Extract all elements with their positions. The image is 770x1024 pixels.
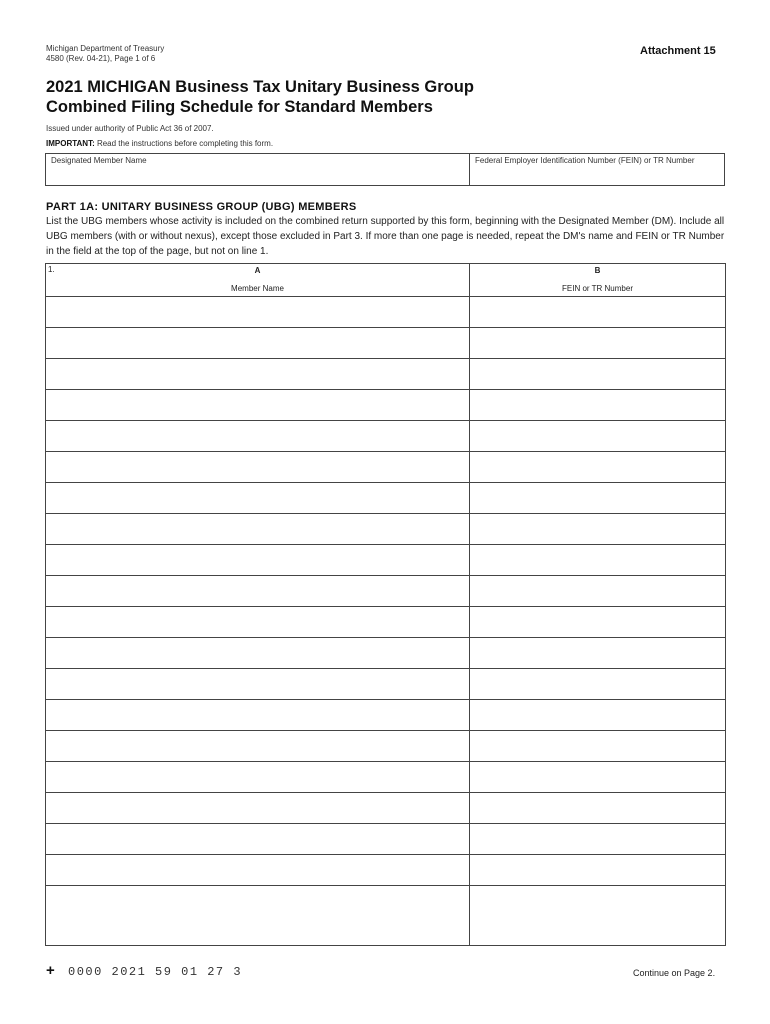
attachment-number: Attachment 15	[640, 45, 716, 57]
member-name-cell[interactable]	[46, 700, 469, 730]
fein-cell[interactable]	[470, 793, 725, 823]
form-barcode-number: 0000 2021 59 01 27 3	[68, 965, 243, 979]
designated-member-box	[45, 153, 725, 186]
member-name-cell[interactable]	[46, 576, 469, 606]
form-title-line1: 2021 MICHIGAN Business Tax Unitary Business Group	[46, 78, 474, 96]
fein-cell[interactable]	[470, 576, 725, 606]
col-a-header: Member Name	[231, 284, 284, 293]
important-label: IMPORTANT:	[46, 139, 95, 148]
continue-note: Continue on Page 2.	[633, 968, 716, 978]
fein-cell[interactable]	[470, 762, 725, 792]
issued-authority: Issued under authority of Public Act 36 of 2007.	[46, 124, 214, 133]
dm-fein-field[interactable]	[470, 154, 725, 185]
col-b-letter: B	[594, 266, 601, 275]
member-name-cell[interactable]	[46, 328, 469, 358]
form-revision: 4580 (Rev. 04-21), Page 1 of 6	[46, 54, 156, 63]
fein-cell[interactable]	[470, 452, 725, 482]
fein-cell[interactable]	[470, 855, 725, 885]
member-name-cell[interactable]	[46, 886, 469, 916]
form-title	[46, 77, 646, 117]
important-note	[46, 139, 273, 148]
fein-cell[interactable]	[470, 514, 725, 544]
dm-name-field[interactable]	[46, 154, 470, 185]
member-name-cell[interactable]	[46, 359, 469, 389]
part1a-instructions: List the UBG members whose activity is included on the combined return supported by this form, beginning with the Designated Member (DM). Include all UBG members (with or without nexus), except those excluded in Part 3. If more than one page is needed, repeat the DM's name and FEIN or TR Number in the field at the top of the page, but not on line 1.	[46, 216, 725, 257]
department-name: Michigan Department of Treasury	[46, 44, 165, 53]
fein-cell[interactable]	[470, 328, 725, 358]
member-name-cell[interactable]	[46, 607, 469, 637]
fein-cell[interactable]	[470, 607, 725, 637]
plus-mark: +	[46, 962, 55, 979]
member-name-cell[interactable]	[46, 421, 469, 451]
member-name-cell[interactable]	[46, 514, 469, 544]
part1a-heading: PART 1A: UNITARY BUSINESS GROUP (UBG) MEMBERS	[46, 201, 357, 213]
fein-cell[interactable]	[470, 824, 725, 854]
member-name-cell[interactable]	[46, 638, 469, 668]
col-b-header: FEIN or TR Number	[562, 284, 633, 293]
member-name-cell[interactable]	[46, 297, 469, 327]
member-name-cell[interactable]	[46, 731, 469, 761]
col-a-letter: A	[254, 266, 261, 275]
member-name-cell[interactable]	[46, 545, 469, 575]
fein-cell[interactable]	[470, 638, 725, 668]
fein-cell[interactable]	[470, 700, 725, 730]
fein-cell[interactable]	[470, 421, 725, 451]
ubg-members-table	[45, 263, 726, 946]
form-title-line2: Combined Filing Schedule for Standard Members	[46, 98, 433, 116]
member-name-cell[interactable]	[46, 483, 469, 513]
fein-cell[interactable]	[470, 483, 725, 513]
member-name-cell[interactable]	[46, 824, 469, 854]
fein-cell[interactable]	[470, 359, 725, 389]
fein-cell[interactable]	[470, 886, 725, 916]
member-name-cell[interactable]	[46, 793, 469, 823]
member-name-cell[interactable]	[46, 762, 469, 792]
dm-name-label: Designated Member Name	[51, 156, 147, 165]
fein-cell[interactable]	[470, 669, 725, 699]
member-name-cell[interactable]	[46, 855, 469, 885]
fein-cell[interactable]	[470, 731, 725, 761]
member-name-cell[interactable]	[46, 669, 469, 699]
dm-fein-label: Federal Employer Identification Number (FEIN) or TR Number	[475, 156, 695, 165]
fein-cell[interactable]	[470, 545, 725, 575]
important-text: Read the instructions before completing this form.	[94, 139, 274, 148]
fein-cell[interactable]	[470, 297, 725, 327]
line-number: 1.	[48, 265, 55, 274]
fein-cell[interactable]	[470, 390, 725, 420]
member-name-cell[interactable]	[46, 452, 469, 482]
member-name-cell[interactable]	[46, 390, 469, 420]
